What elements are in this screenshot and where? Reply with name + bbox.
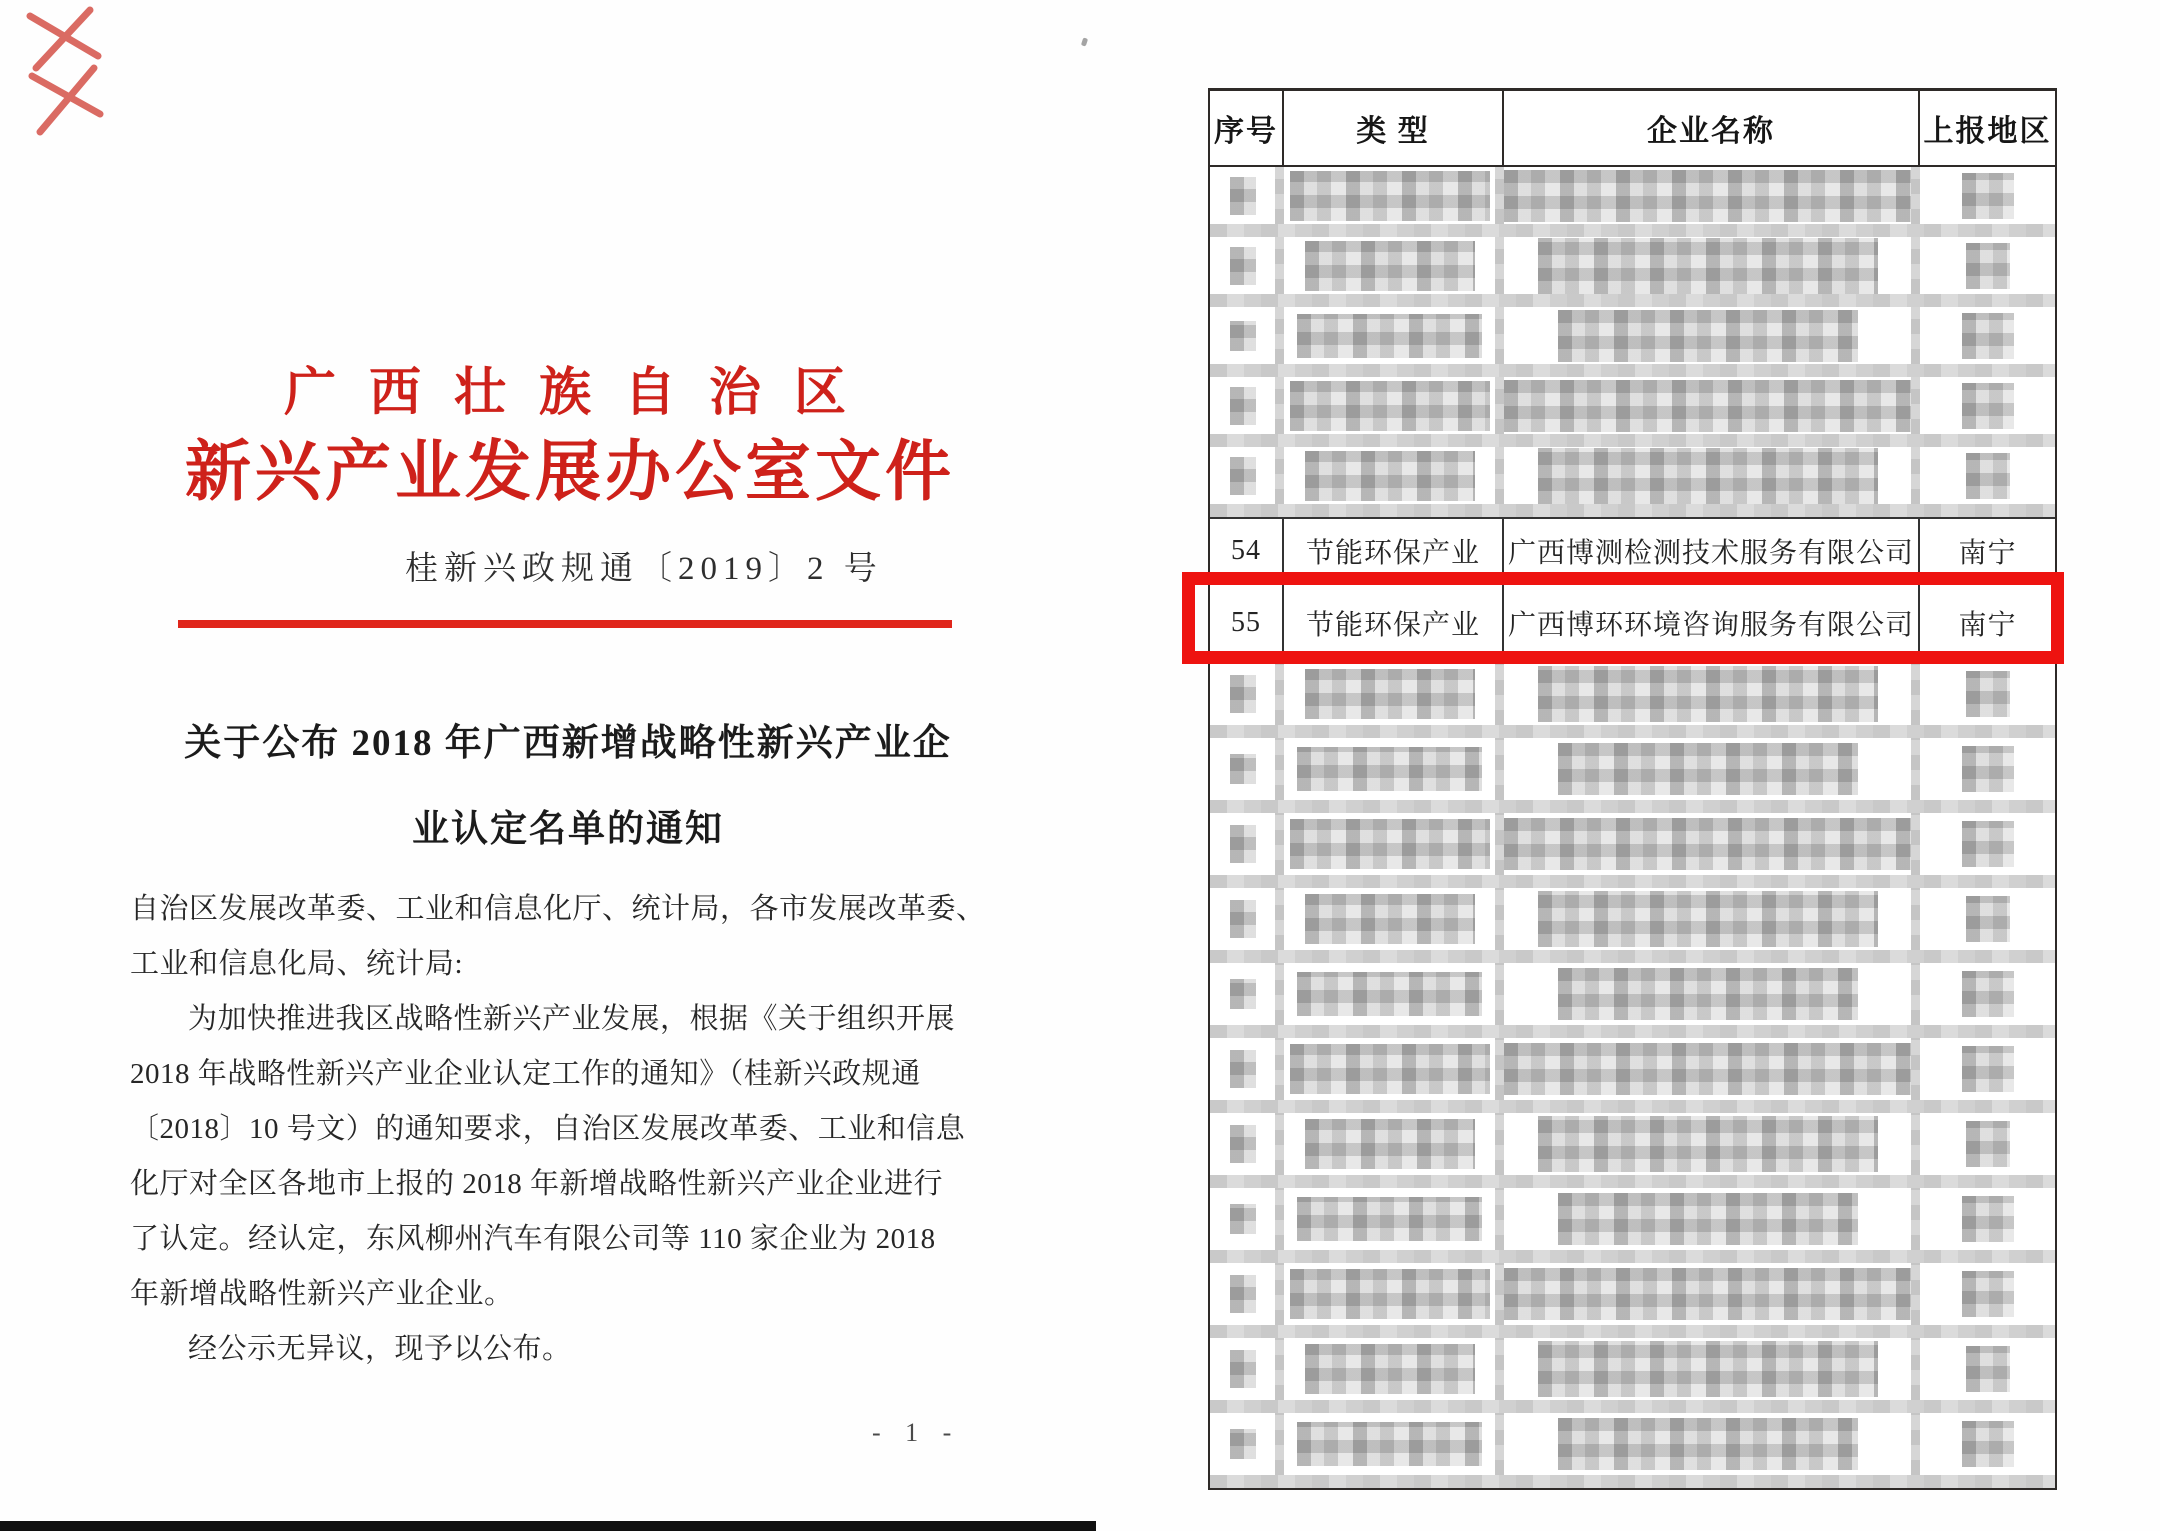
column-divider-blurred — [1911, 1113, 1920, 1175]
header-cell: 序号 — [1210, 91, 1284, 165]
redacted-row-unit — [1210, 377, 2055, 447]
redacted-cell — [1284, 1413, 1495, 1475]
header-cell: 上报地区 — [1923, 115, 2052, 148]
cell-region: 南宁 — [1958, 610, 2017, 641]
column-divider-blurred — [1275, 447, 1284, 504]
redacted-row-unit — [1210, 237, 2055, 307]
column-divider-blurred — [1495, 663, 1504, 725]
redacted-row — [1210, 447, 2055, 504]
page-number: - 1 - — [872, 1418, 961, 1447]
row-divider-blurred — [1210, 364, 2055, 377]
redacted-cell — [1504, 167, 1911, 224]
pixelated-text-block — [1558, 1193, 1858, 1245]
redacted-cell — [1504, 1338, 1911, 1400]
redacted-cell — [1504, 738, 1911, 800]
redacted-cell — [1504, 377, 1911, 434]
row-divider-blurred — [1210, 434, 2055, 447]
pixelated-text-block — [1504, 818, 1911, 870]
body-line: 为加快推进我区战略性新兴产业发展，根据《关于组织开展 — [188, 1003, 956, 1035]
red-pen-scribble — [22, 4, 122, 144]
cell-no: 54 — [1210, 519, 1284, 583]
column-divider-blurred — [1911, 307, 1920, 364]
redacted-cell — [1920, 1338, 2055, 1400]
column-divider-blurred — [1911, 1338, 1920, 1400]
table-header-row — [1210, 91, 2055, 167]
redacted-cell — [1920, 1263, 2055, 1325]
highlight-box — [1182, 572, 2064, 664]
pixelated-text-block — [1290, 1269, 1490, 1319]
redacted-row — [1210, 307, 2055, 364]
redacted-row-unit — [1210, 447, 2055, 517]
pixelated-text-block — [1962, 821, 2014, 867]
pixelated-text-block — [1538, 448, 1878, 504]
redacted-cell — [1504, 1113, 1911, 1175]
redacted-row-unit — [1210, 663, 2055, 738]
column-divider-blurred — [1911, 963, 1920, 1025]
column-divider-blurred — [1911, 1413, 1920, 1475]
redacted-row-unit — [1210, 1188, 2055, 1263]
redacted-cell — [1504, 888, 1911, 950]
redacted-cell — [1920, 167, 2055, 224]
pixelated-text-block — [1297, 747, 1482, 791]
redacted-row — [1210, 1413, 2055, 1475]
redacted-cell — [1504, 1188, 1911, 1250]
pixelated-text-block — [1290, 381, 1490, 431]
redacted-rows-bottom — [1210, 663, 2055, 1488]
row-divider-blurred — [1210, 1175, 2055, 1188]
column-divider-blurred — [1275, 738, 1284, 800]
redacted-cell — [1920, 237, 2055, 294]
column-divider-blurred — [1495, 1113, 1504, 1175]
column-divider-blurred — [1275, 963, 1284, 1025]
cell-type: 节能环保产业 — [1284, 519, 1504, 583]
redacted-cell — [1920, 963, 2055, 1025]
redacted-cell — [1210, 1338, 1275, 1400]
column-divider-blurred — [1275, 663, 1284, 725]
pixelated-text-block — [1230, 675, 1256, 713]
column-divider-blurred — [1275, 1038, 1284, 1100]
redacted-cell — [1504, 663, 1911, 725]
pixelated-text-block — [1504, 170, 1911, 222]
redacted-cell — [1210, 167, 1275, 224]
row-divider-blurred — [1210, 504, 2055, 517]
body-line: 2018 年战略性新兴产业企业认定工作的通知》（桂新兴政规通 — [130, 1058, 921, 1090]
pixelated-text-block — [1962, 383, 2014, 429]
redacted-row — [1210, 1038, 2055, 1100]
header-cell: 类 型 — [1284, 91, 1504, 165]
column-divider-blurred — [1275, 1113, 1284, 1175]
redacted-row — [1210, 1188, 2055, 1250]
redacted-row-unit — [1210, 963, 2055, 1038]
redacted-cell — [1504, 237, 1911, 294]
redacted-cell — [1504, 307, 1911, 364]
redacted-row-unit — [1210, 1413, 2055, 1488]
redacted-cell — [1210, 1113, 1275, 1175]
pixelated-text-block — [1230, 247, 1256, 285]
cell-type: 节能环保产业 — [1284, 585, 1504, 661]
pixelated-text-block — [1305, 1344, 1475, 1394]
column-divider-blurred — [1495, 1338, 1504, 1400]
pixelated-text-block — [1962, 746, 2014, 792]
pixelated-text-block — [1966, 453, 2010, 499]
redacted-rows-top — [1210, 167, 2055, 517]
pixelated-text-block — [1297, 1197, 1482, 1241]
pixelated-text-block — [1966, 896, 2010, 942]
pixelated-text-block — [1230, 177, 1256, 215]
row-divider-blurred — [1210, 725, 2055, 738]
row-divider-blurred — [1210, 1475, 2055, 1488]
redacted-cell — [1920, 663, 2055, 725]
redacted-cell — [1920, 813, 2055, 875]
redacted-row-unit — [1210, 1113, 2055, 1188]
company-list-page — [1100, 0, 2160, 1531]
redacted-cell — [1284, 1338, 1495, 1400]
row-divider-blurred — [1210, 224, 2055, 237]
document-title-line2: 业认定名单的通知 — [412, 809, 724, 850]
redacted-cell — [1504, 1038, 1911, 1100]
pixelated-text-block — [1538, 891, 1878, 947]
redacted-cell — [1210, 1263, 1275, 1325]
column-divider-blurred — [1495, 813, 1504, 875]
redacted-row-unit — [1210, 167, 2055, 237]
pixelated-text-block — [1230, 1429, 1256, 1459]
redacted-cell — [1284, 1113, 1495, 1175]
cell-no: 55 — [1210, 585, 1284, 661]
redacted-cell — [1284, 888, 1495, 950]
column-divider-blurred — [1275, 377, 1284, 434]
redacted-cell — [1920, 888, 2055, 950]
column-divider-blurred — [1911, 738, 1920, 800]
redacted-row-unit — [1210, 813, 2055, 888]
column-divider-blurred — [1911, 447, 1920, 504]
pixelated-text-block — [1305, 451, 1475, 501]
cell-company: 广西博环环境咨询服务有限公司 — [1504, 585, 1920, 661]
pixelated-text-block — [1297, 1422, 1482, 1466]
body-line: 〔2018〕10 号文）的通知要求，自治区发展改革委、工业和信息 — [130, 1113, 966, 1145]
cell-company: 广西博测检测技术服务有限公司 — [1504, 519, 1920, 583]
column-divider-blurred — [1275, 888, 1284, 950]
column-divider-blurred — [1911, 167, 1920, 224]
redacted-row — [1210, 167, 2055, 224]
pixelated-text-block — [1230, 321, 1256, 351]
column-divider-blurred — [1275, 1338, 1284, 1400]
redacted-cell — [1504, 1263, 1911, 1325]
pixelated-text-block — [1290, 1044, 1490, 1094]
redacted-cell — [1920, 1038, 2055, 1100]
issuing-authority-line2: 新兴产业发展办公室文件 — [185, 436, 955, 509]
column-divider-blurred — [1911, 1038, 1920, 1100]
pixelated-text-block — [1230, 1204, 1256, 1234]
pixelated-text-block — [1504, 380, 1911, 432]
pixelated-text-block — [1962, 971, 2014, 1017]
pixelated-text-block — [1558, 743, 1858, 795]
redacted-row-unit — [1210, 888, 2055, 963]
pixelated-text-block — [1966, 1121, 2010, 1167]
pixelated-text-block — [1305, 241, 1475, 291]
body-line: 工业和信息化局、统计局: — [130, 948, 464, 980]
redacted-row — [1210, 1113, 2055, 1175]
redacted-row-unit — [1210, 1038, 2055, 1113]
column-divider-blurred — [1495, 1188, 1504, 1250]
redacted-row — [1210, 663, 2055, 725]
column-divider-blurred — [1911, 888, 1920, 950]
company-table — [1208, 88, 2057, 1490]
redacted-cell — [1284, 377, 1495, 434]
redacted-row — [1210, 738, 2055, 800]
column-divider-blurred — [1495, 888, 1504, 950]
column-divider-blurred — [1911, 1188, 1920, 1250]
column-divider-blurred — [1495, 237, 1504, 294]
redacted-cell — [1210, 888, 1275, 950]
column-divider-blurred — [1275, 1413, 1284, 1475]
row-divider-blurred — [1210, 950, 2055, 963]
body-line: 自治区发展改革委、工业和信息化厅、统计局，各市发展改革委、 — [130, 893, 986, 925]
pixelated-text-block — [1297, 972, 1482, 1016]
redacted-row — [1210, 888, 2055, 950]
body-line: 经公示无异议，现予以公布。 — [188, 1333, 572, 1365]
pixelated-text-block — [1504, 1043, 1911, 1095]
row-divider-blurred — [1210, 294, 2055, 307]
redacted-row — [1210, 377, 2055, 434]
redacted-cell — [1284, 738, 1495, 800]
column-divider-blurred — [1495, 1263, 1504, 1325]
redacted-cell — [1284, 813, 1495, 875]
redacted-row — [1210, 1338, 2055, 1400]
pixelated-text-block — [1297, 314, 1482, 358]
pixelated-text-block — [1230, 1050, 1256, 1088]
redacted-cell — [1504, 1413, 1911, 1475]
redacted-cell — [1284, 307, 1495, 364]
redacted-cell — [1284, 1038, 1495, 1100]
redacted-cell — [1284, 663, 1495, 725]
redacted-row — [1210, 237, 2055, 294]
redacted-cell — [1920, 1113, 2055, 1175]
pixelated-text-block — [1538, 1341, 1878, 1397]
pixelated-text-block — [1966, 671, 2010, 717]
redacted-cell — [1210, 738, 1275, 800]
body-line: 了认定。经认定，东风柳州汽车有限公司等 110 家企业为 2018 — [130, 1223, 936, 1255]
cell-region: 南宁 — [1958, 538, 2017, 569]
redacted-cell — [1920, 1188, 2055, 1250]
redacted-cell — [1210, 663, 1275, 725]
redacted-cell — [1210, 1038, 1275, 1100]
pixelated-text-block — [1504, 1268, 1911, 1320]
pixelated-text-block — [1230, 900, 1256, 938]
issuing-authority-line1: 广 西 壮 族 自 治 区 — [283, 365, 856, 422]
redacted-row — [1210, 963, 2055, 1025]
pixelated-text-block — [1230, 1350, 1256, 1388]
column-divider-blurred — [1911, 813, 1920, 875]
redacted-row — [1210, 1263, 2055, 1325]
redacted-row-unit — [1210, 307, 2055, 377]
redacted-row — [1210, 813, 2055, 875]
column-divider-blurred — [1495, 738, 1504, 800]
pixelated-text-block — [1962, 1046, 2014, 1092]
redacted-cell — [1210, 963, 1275, 1025]
column-divider-blurred — [1275, 1188, 1284, 1250]
redacted-cell — [1920, 1413, 2055, 1475]
redacted-cell — [1284, 237, 1495, 294]
redacted-row-unit — [1210, 1263, 2055, 1338]
pixelated-text-block — [1962, 313, 2014, 359]
redacted-cell — [1920, 447, 2055, 504]
pixelated-text-block — [1290, 171, 1490, 221]
document-title-line1: 关于公布 2018 年广西新增战略性新兴产业企 — [184, 723, 952, 764]
column-divider-blurred — [1495, 377, 1504, 434]
redacted-cell — [1210, 813, 1275, 875]
redacted-cell — [1920, 307, 2055, 364]
column-divider-blurred — [1495, 167, 1504, 224]
pixelated-text-block — [1538, 1116, 1878, 1172]
column-divider-blurred — [1495, 1038, 1504, 1100]
row-divider-blurred — [1210, 875, 2055, 888]
row-divider-blurred — [1210, 1250, 2055, 1263]
column-divider-blurred — [1911, 663, 1920, 725]
column-divider-blurred — [1275, 167, 1284, 224]
pixelated-text-block — [1538, 666, 1878, 722]
pixelated-text-block — [1305, 669, 1475, 719]
redacted-cell — [1920, 738, 2055, 800]
pixelated-text-block — [1230, 979, 1256, 1009]
pixelated-text-block — [1230, 825, 1256, 863]
redacted-cell — [1920, 377, 2055, 434]
redacted-cell — [1284, 167, 1495, 224]
pixelated-text-block — [1966, 1346, 2010, 1392]
redacted-cell — [1210, 377, 1275, 434]
column-divider-blurred — [1275, 1263, 1284, 1325]
column-divider-blurred — [1495, 307, 1504, 364]
redacted-cell — [1210, 1413, 1275, 1475]
column-divider-blurred — [1275, 813, 1284, 875]
scan-edge-bar — [0, 1521, 1096, 1531]
pixelated-text-block — [1230, 1125, 1256, 1163]
redacted-cell — [1504, 963, 1911, 1025]
pixelated-text-block — [1290, 819, 1490, 869]
column-divider-blurred — [1275, 307, 1284, 364]
redacted-cell — [1210, 237, 1275, 294]
pixelated-text-block — [1538, 238, 1878, 294]
pixelated-text-block — [1966, 243, 2010, 289]
pixelated-text-block — [1962, 1196, 2014, 1242]
row-divider-blurred — [1210, 1025, 2055, 1038]
column-divider-blurred — [1911, 237, 1920, 294]
pixelated-text-block — [1558, 968, 1858, 1020]
redacted-row-unit — [1210, 1338, 2055, 1413]
row-divider-blurred — [1210, 800, 2055, 813]
redacted-cell — [1210, 307, 1275, 364]
column-divider-blurred — [1911, 1263, 1920, 1325]
redacted-cell — [1210, 447, 1275, 504]
column-divider-blurred — [1495, 1413, 1504, 1475]
document-body — [130, 882, 1030, 1377]
row-divider-blurred — [1210, 1100, 2055, 1113]
redacted-cell — [1210, 1188, 1275, 1250]
redacted-cell — [1284, 1263, 1495, 1325]
pixelated-text-block — [1230, 387, 1256, 425]
redacted-cell — [1504, 447, 1911, 504]
red-divider-rule — [178, 620, 952, 628]
row-divider-blurred — [1210, 1400, 2055, 1413]
body-line: 化厅对全区各地市上报的 2018 年新增战略性新兴产业企业进行 — [130, 1168, 944, 1200]
column-divider-blurred — [1911, 377, 1920, 434]
pixelated-text-block — [1558, 1418, 1858, 1470]
pixelated-text-block — [1230, 457, 1256, 495]
header-cell: 企业名称 — [1504, 91, 1920, 165]
pixelated-text-block — [1305, 894, 1475, 944]
pixelated-text-block — [1305, 1119, 1475, 1169]
redacted-cell — [1284, 963, 1495, 1025]
pixelated-text-block — [1962, 1421, 2014, 1467]
pixelated-text-block — [1962, 173, 2014, 219]
pixelated-text-block — [1962, 1271, 2014, 1317]
row-divider-blurred — [1210, 1325, 2055, 1338]
redacted-cell — [1504, 813, 1911, 875]
redacted-cell — [1284, 1188, 1495, 1250]
redacted-row-unit — [1210, 738, 2055, 813]
pixelated-text-block — [1558, 310, 1858, 362]
column-divider-blurred — [1495, 963, 1504, 1025]
redacted-cell — [1284, 447, 1495, 504]
column-divider-blurred — [1495, 447, 1504, 504]
column-divider-blurred — [1275, 237, 1284, 294]
document-number: 桂新兴政规通〔2019〕2 号 — [405, 551, 883, 587]
pixelated-text-block — [1230, 754, 1256, 784]
body-line: 年新增战略性新兴产业企业。 — [130, 1278, 514, 1310]
pixelated-text-block — [1230, 1275, 1256, 1313]
